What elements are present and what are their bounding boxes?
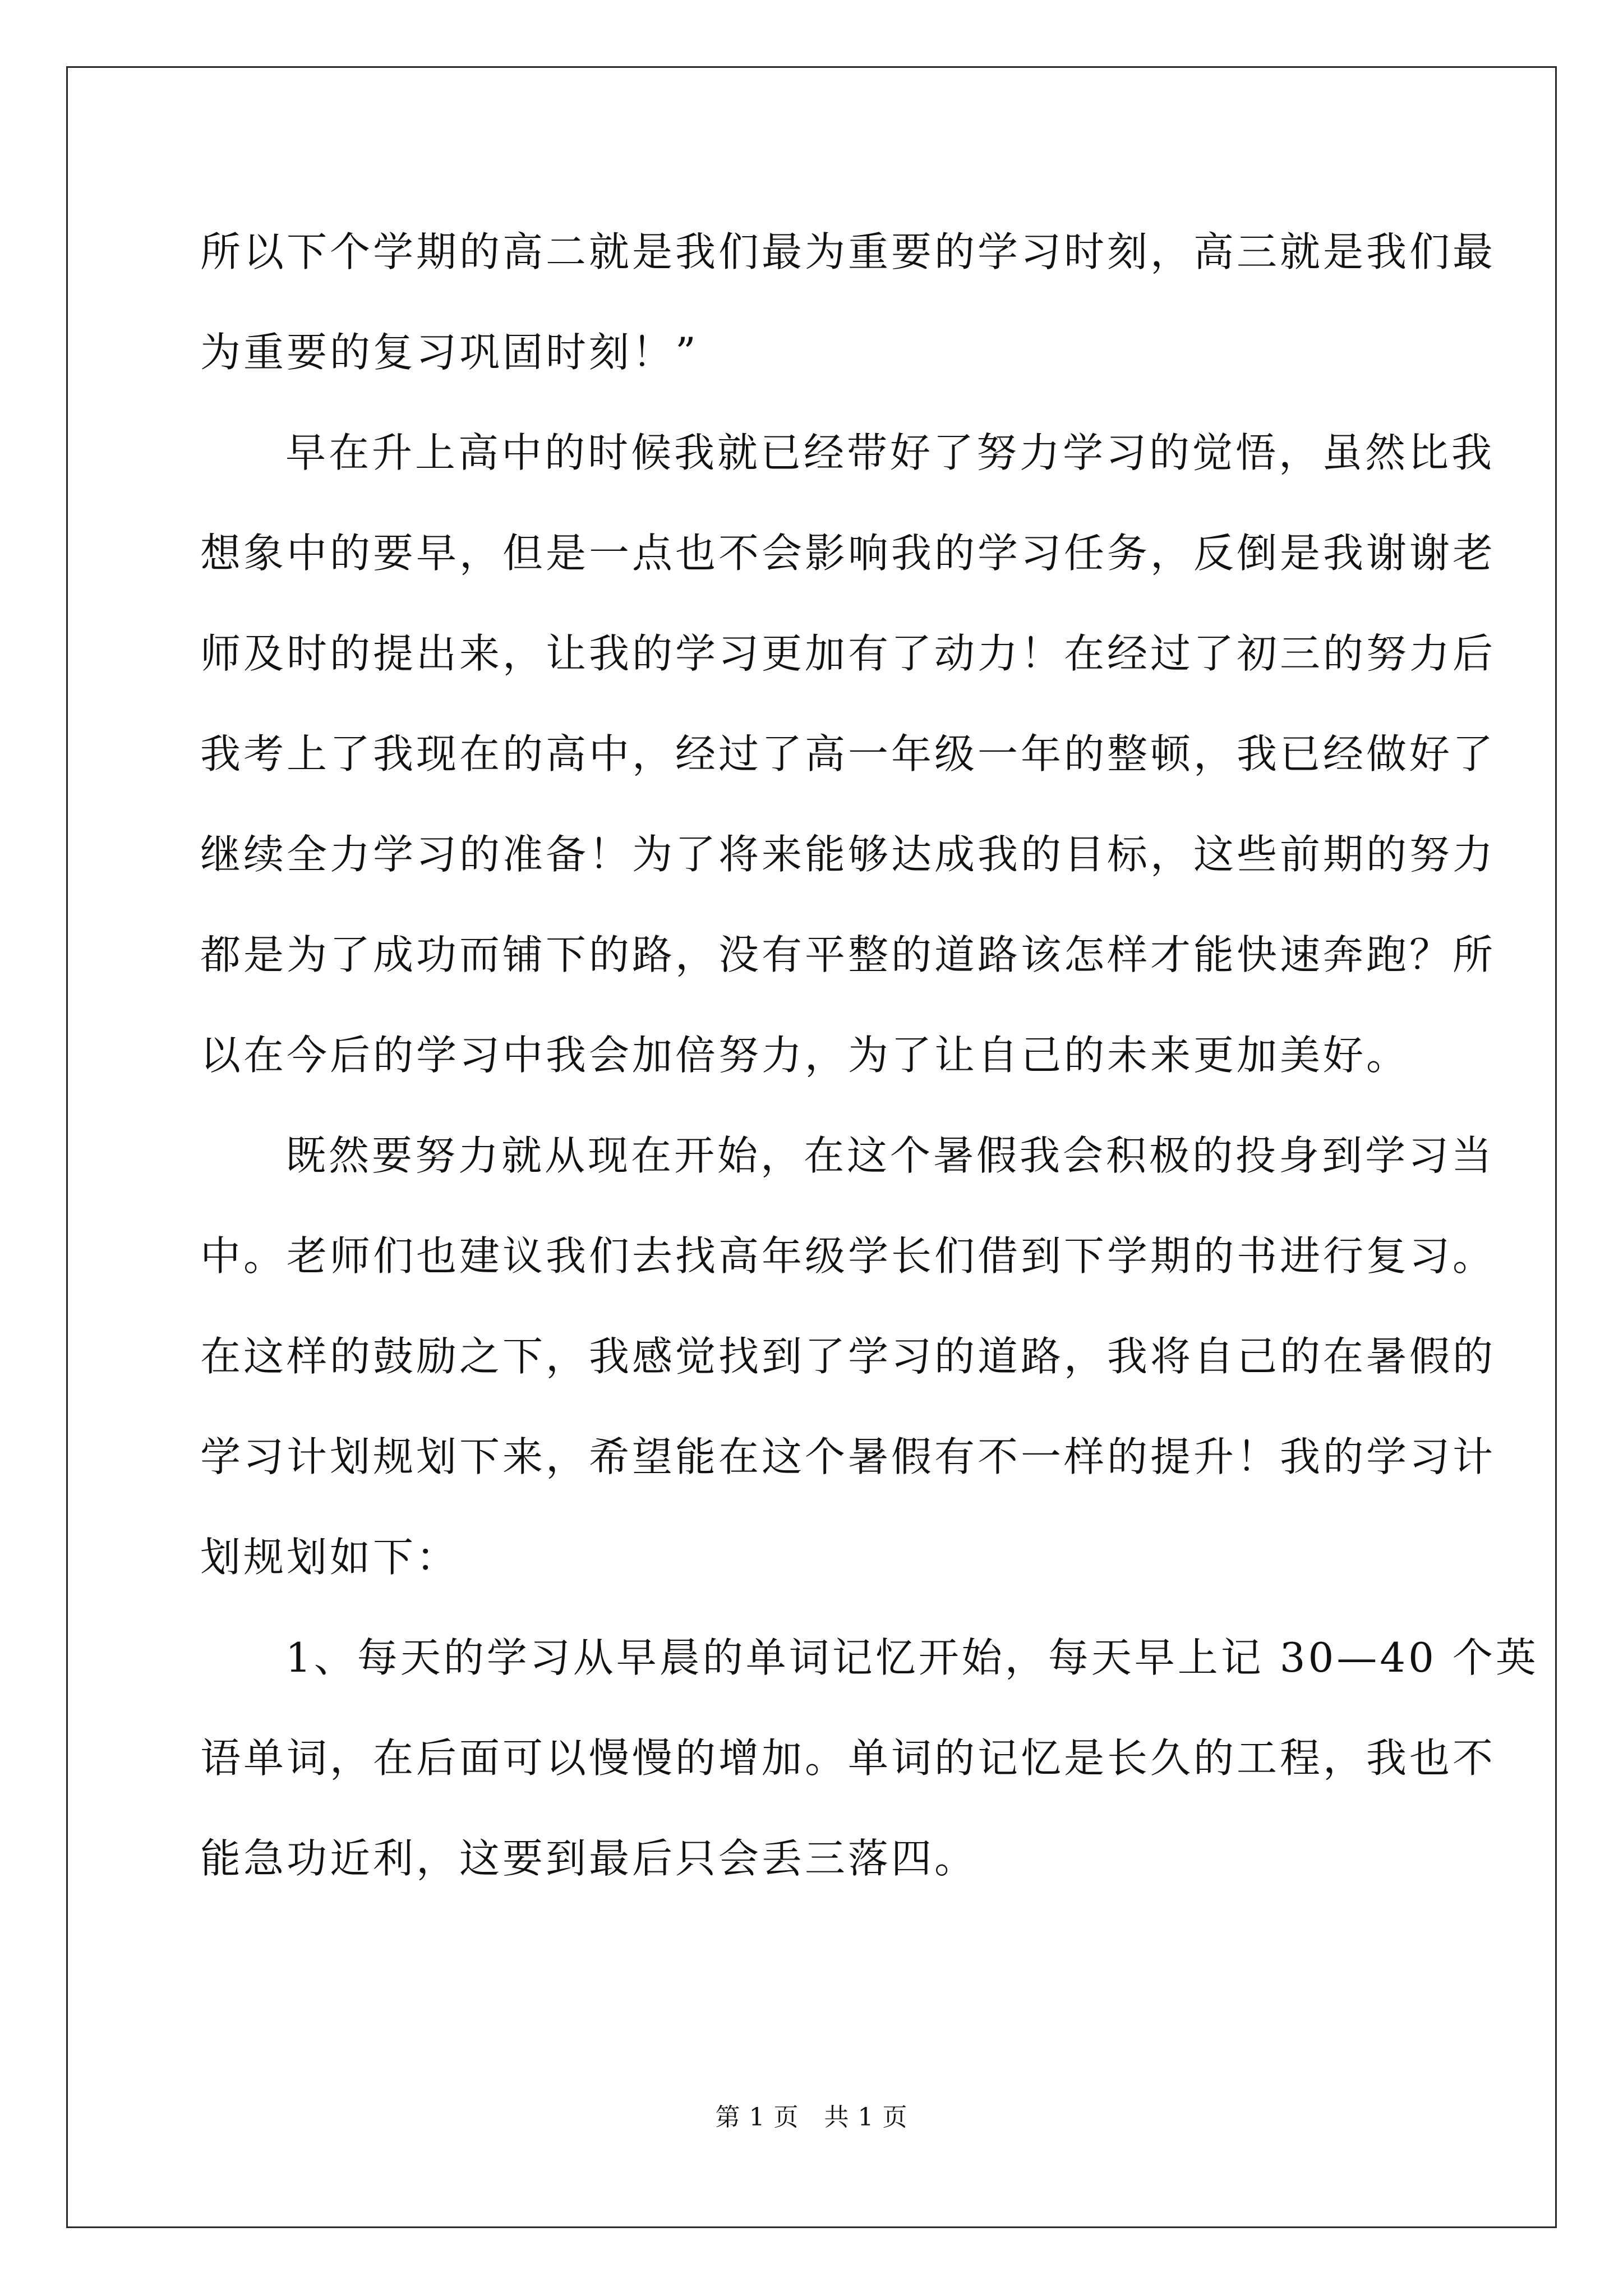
text-line: 想象中的要早，但是一点也不会影响我的学习任务，反倒是我谢谢老 [200, 530, 1496, 577]
text-line: 既然要努力就从现在开始，在这个暑假我会积极的投身到学习当 [285, 1132, 1495, 1179]
text-line: 学习计划规划下来，希望能在这个暑假有不一样的提升！我的学习计 [200, 1433, 1496, 1480]
page-number-footer: 第 1 页 共 1 页 [715, 2103, 908, 2132]
text-line: 语单词，在后面可以慢慢的增加。单词的记忆是长久的工程，我也不 [200, 1734, 1496, 1782]
text-line: 以在今后的学习中我会加倍努力，为了让自己的未来更加美好。 [200, 1032, 1410, 1079]
text-line: 继续全力学习的准备！为了将来能够达成我的目标，这些前期的努力 [200, 831, 1496, 878]
text-line: 能急功近利，这要到最后只会丢三落四。 [200, 1835, 978, 1882]
text-line: 为重要的复习巩固时刻！” [200, 329, 699, 376]
document-body [200, 202, 1539, 1909]
text-line: 我考上了我现在的高中，经过了高一年级一年的整顿，我已经做好了 [200, 730, 1496, 777]
text-line: 都是为了成功而铺下的路，没有平整的道路该怎样才能快速奔跑？所 [200, 931, 1496, 978]
text-line: 在这样的鼓励之下，我感觉找到了学习的道路，我将自己的在暑假的 [200, 1333, 1496, 1380]
text-line: 师及时的提出来，让我的学习更加有了动力！在经过了初三的努力后 [200, 630, 1496, 677]
text-line: 所以下个学期的高二就是我们最为重要的学习时刻，高三就是我们最 [200, 228, 1496, 275]
text-line: 早在升上高中的时候我就已经带好了努力学习的觉悟，虽然比我 [285, 429, 1495, 476]
text-line: 划规划如下： [200, 1534, 460, 1581]
text-line: 中。老师们也建议我们去找高年级学长们借到下学期的书进行复习。 [200, 1232, 1496, 1280]
text-line: 1、每天的学习从早晨的单词记忆开始，每天早上记 30—40 个英 [285, 1634, 1539, 1681]
